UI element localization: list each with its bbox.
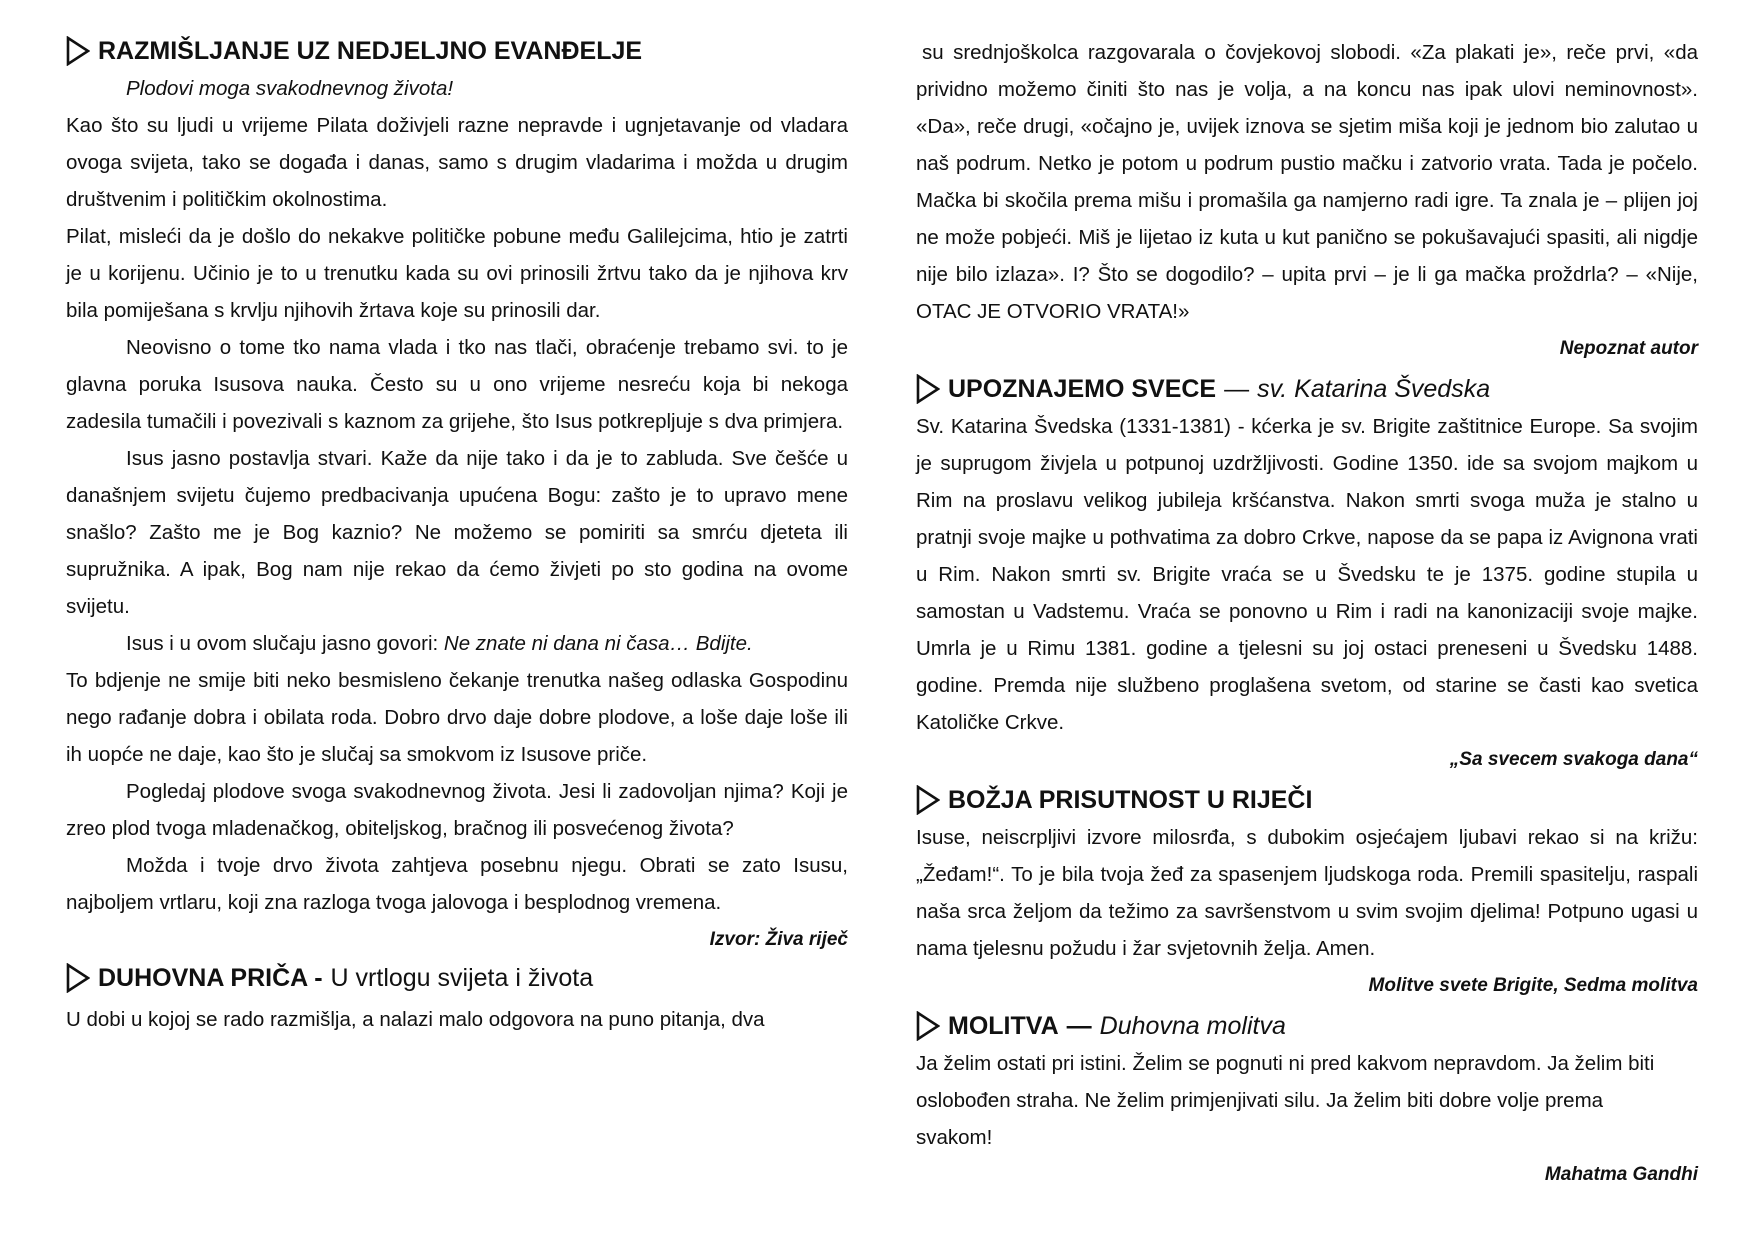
heading-word-text: BOŽJA PRISUTNOST U RIJEČI — [948, 786, 1313, 814]
play-triangle-icon — [916, 785, 940, 815]
play-triangle-icon — [66, 36, 90, 66]
paragraph-4: Isus jasno postavlja stvari. Kaže da nije tako i da je to zabluda. Sve češće u današnjem svijetu čujemo predbacivanja upućena Bogu: zašto je to upravo mene snašlo? Zašto me je Bog kaznio? Ne možemo se pomiriti sa smrću djeteta ili supružnika. A ipak, Bog nam nije rekao da ćemo živjeti po sto godina na ovome svijetu. — [66, 447, 848, 618]
heading-prayer — [916, 1007, 1698, 1045]
paragraph-5-quote: Ne znate ni dana ni časa… Bdijte. — [443, 632, 753, 655]
paragraph-7: Pogledaj plodove svoga svakodnevnog života. Jesi li zadovoljan njima? Koji je zreo plod tvoga mladenačkog, obiteljskog, bračnog ili posvećenog života? — [66, 780, 848, 840]
play-triangle-icon — [66, 963, 90, 993]
heading-saints-text: UPOZNAJEMO SVECE — [948, 375, 1217, 403]
paragraph-5-text: Isus i u ovom slučaju jasno govori: — [126, 632, 444, 655]
heading-saints — [916, 370, 1698, 408]
right-column — [916, 32, 1698, 1190]
play-triangle-icon — [916, 1011, 940, 1041]
heading-prayer-dash: — — [1066, 1012, 1092, 1040]
source-word: Molitve svete Brigite, Sedma molitva — [1368, 975, 1698, 996]
story-start: U dobi u kojoj se rado razmišlja, a nalazi malo odgovora na puno pitanja, dva — [66, 1008, 765, 1031]
heading-reflection — [66, 32, 848, 70]
source-reflection: Izvor: Živa riječ — [709, 929, 848, 950]
source-prayer: Mahatma Gandhi — [1544, 1164, 1698, 1185]
paragraph-6: To bdjenje ne smije biti neko besmisleno čekanje trenutka našeg odlaska Gospodinu nego rađanje dobra i obilata roda. Dobro drvo daje dobre plodove, a loše daje loše ili ih uopće ne daje, kao što je slučaj sa smokvom iz Isusove priče. — [66, 669, 848, 766]
play-triangle-icon — [916, 374, 940, 404]
paragraph-8: Možda i tvoje drvo života zahtjeva posebnu njegu. Obrati se zato Isusu, najboljem vrtlaru, koji zna razloga tvoga jalovoga i besplodnog vremena. — [66, 854, 848, 914]
heading-reflection-text: RAZMIŠLJANJE UZ NEDJELJNO EVANĐELJE — [98, 37, 643, 65]
saint-text: Sv. Katarina Švedska (1331-1381) - kćerka je sv. Brigite zaštitnice Europe. Sa svojim je suprugom živjela u potpunoj uzdržljivosti. Godine 1350. ide sa svojom majkom u Rim na proslavu velikog jubileja kršćanstva. Nakon smrti svoga muža je stalno u pratnji svoje majke u pothvatima za dobro Crkve, napose da se papa iz Avignona vrati u Rim. Nakon smrti sv. Brigite vraća se u Švedsku te je 1375. godine stupila u samostan u Vadstemu. Vraća se ponovno u Rim i radi na kanonizaciji svoje majke. Umrla je u Rimu 1381. godine a tjelesni su joj ostaci preneseni u Švedsku 1488. godine. Premda nije službeno proglašena svetom, od starine se časti kao svetica Katoličke Crkve. — [916, 415, 1698, 734]
prayer-text: Ja želim ostati pri istini. Želim se pognuti ni pred kakvom nepravdom. Ja želim biti oslobođen straha. Ne želim primjenjivati silu. Ja želim biti dobre volje prema svakom! — [916, 1052, 1655, 1149]
paragraph-3: Neovisno o tome tko nama vlada i tko nas tlači, obraćenje trebamo svi. to je glavna poruka Isusova nauka. Često su u ono vrijeme nesreću koja bi nekoga zadesila tumačili i povezivali s kaznom za grijehe, što Isus potkrepljuje s dva primjera. — [66, 336, 848, 433]
paragraph-1: Kao što su ljudi u vrijeme Pilata doživjeli razne nepravde i ugnjetavanje od vladara ovoga svijeta, tako se događa i danas, samo s drugim vladarima i možda u drugim društvenim i političkim okolnostima. — [66, 114, 848, 211]
heading-saints-dash: — — [1224, 375, 1250, 403]
paragraph-5 — [66, 625, 848, 662]
heading-prayer-subtitle: Duhovna molitva — [1099, 1012, 1286, 1040]
heading-story-subtitle: U vrtlogu svijeta i života — [330, 964, 594, 992]
story-continuation: su srednjoškolca razgovarala o čovjekovoj slobodi. «Za plakati je», reče prvi, «da prividno možemo činiti što nas je volja, a na koncu nas ipak ulovi neminovnost». «Da», reče drugi, «očajno je, uvijek iznova se sjetim miša koji je jednom bio zalutao u naš podrum. Netko je potom u podrum pustio mačku i zatvorio vrata. Tada je počelo. Mačka bi skočila prema mišu i promašila ga namjerno radi igre. Ta znala je – plijen joj ne može pobjeći. Miš je lijetao iz kuta u kut panično se pokušavajući spasiti, ali nigdje nije bilo izlaza». I? Što se dogodilo? – upita prvi – je li ga mačka proždrla? – «Nije, OTAC JE OTVORIO VRATA!» — [916, 41, 1698, 323]
reflection-subtitle: Plodovi moga svakodnevnog života! — [126, 77, 454, 100]
heading-story — [66, 959, 848, 997]
heading-story-text: DUHOVNA PRIČA - — [98, 964, 323, 992]
source-story: Nepoznat autor — [1559, 338, 1698, 359]
heading-prayer-text: MOLITVA — [948, 1012, 1059, 1040]
source-saint: „Sa svecem svakoga dana“ — [1449, 749, 1698, 770]
heading-saints-subtitle: sv. Katarina Švedska — [1257, 375, 1491, 403]
word-text: Isuse, neiscrpljivi izvore milosrđa, s dubokim osjećajem ljubavi rekao si na križu: „Žeđam!“. To je bila tvoja žeđ za spasenjem ljudskoga roda. Premili spasitelju, raspali naša srca željom da težimo za savršenstvom u svim svojim djelima! Potpuno ugasi u nama tjelesnu požudu i žar svjetovnih želja. Amen. — [916, 826, 1698, 960]
left-column — [66, 32, 848, 1038]
paragraph-2: Pilat, misleći da je došlo do nekakve političke pobune među Galilejcima, htio je zatrti je u korijenu. Učinio je to u trenutku kada su ovi prinosili žrtvu tako da je njihova krv bila pomiješana s krvlju njihovih žrtava koje su prinosili dar. — [66, 225, 848, 322]
heading-word — [916, 781, 1698, 819]
